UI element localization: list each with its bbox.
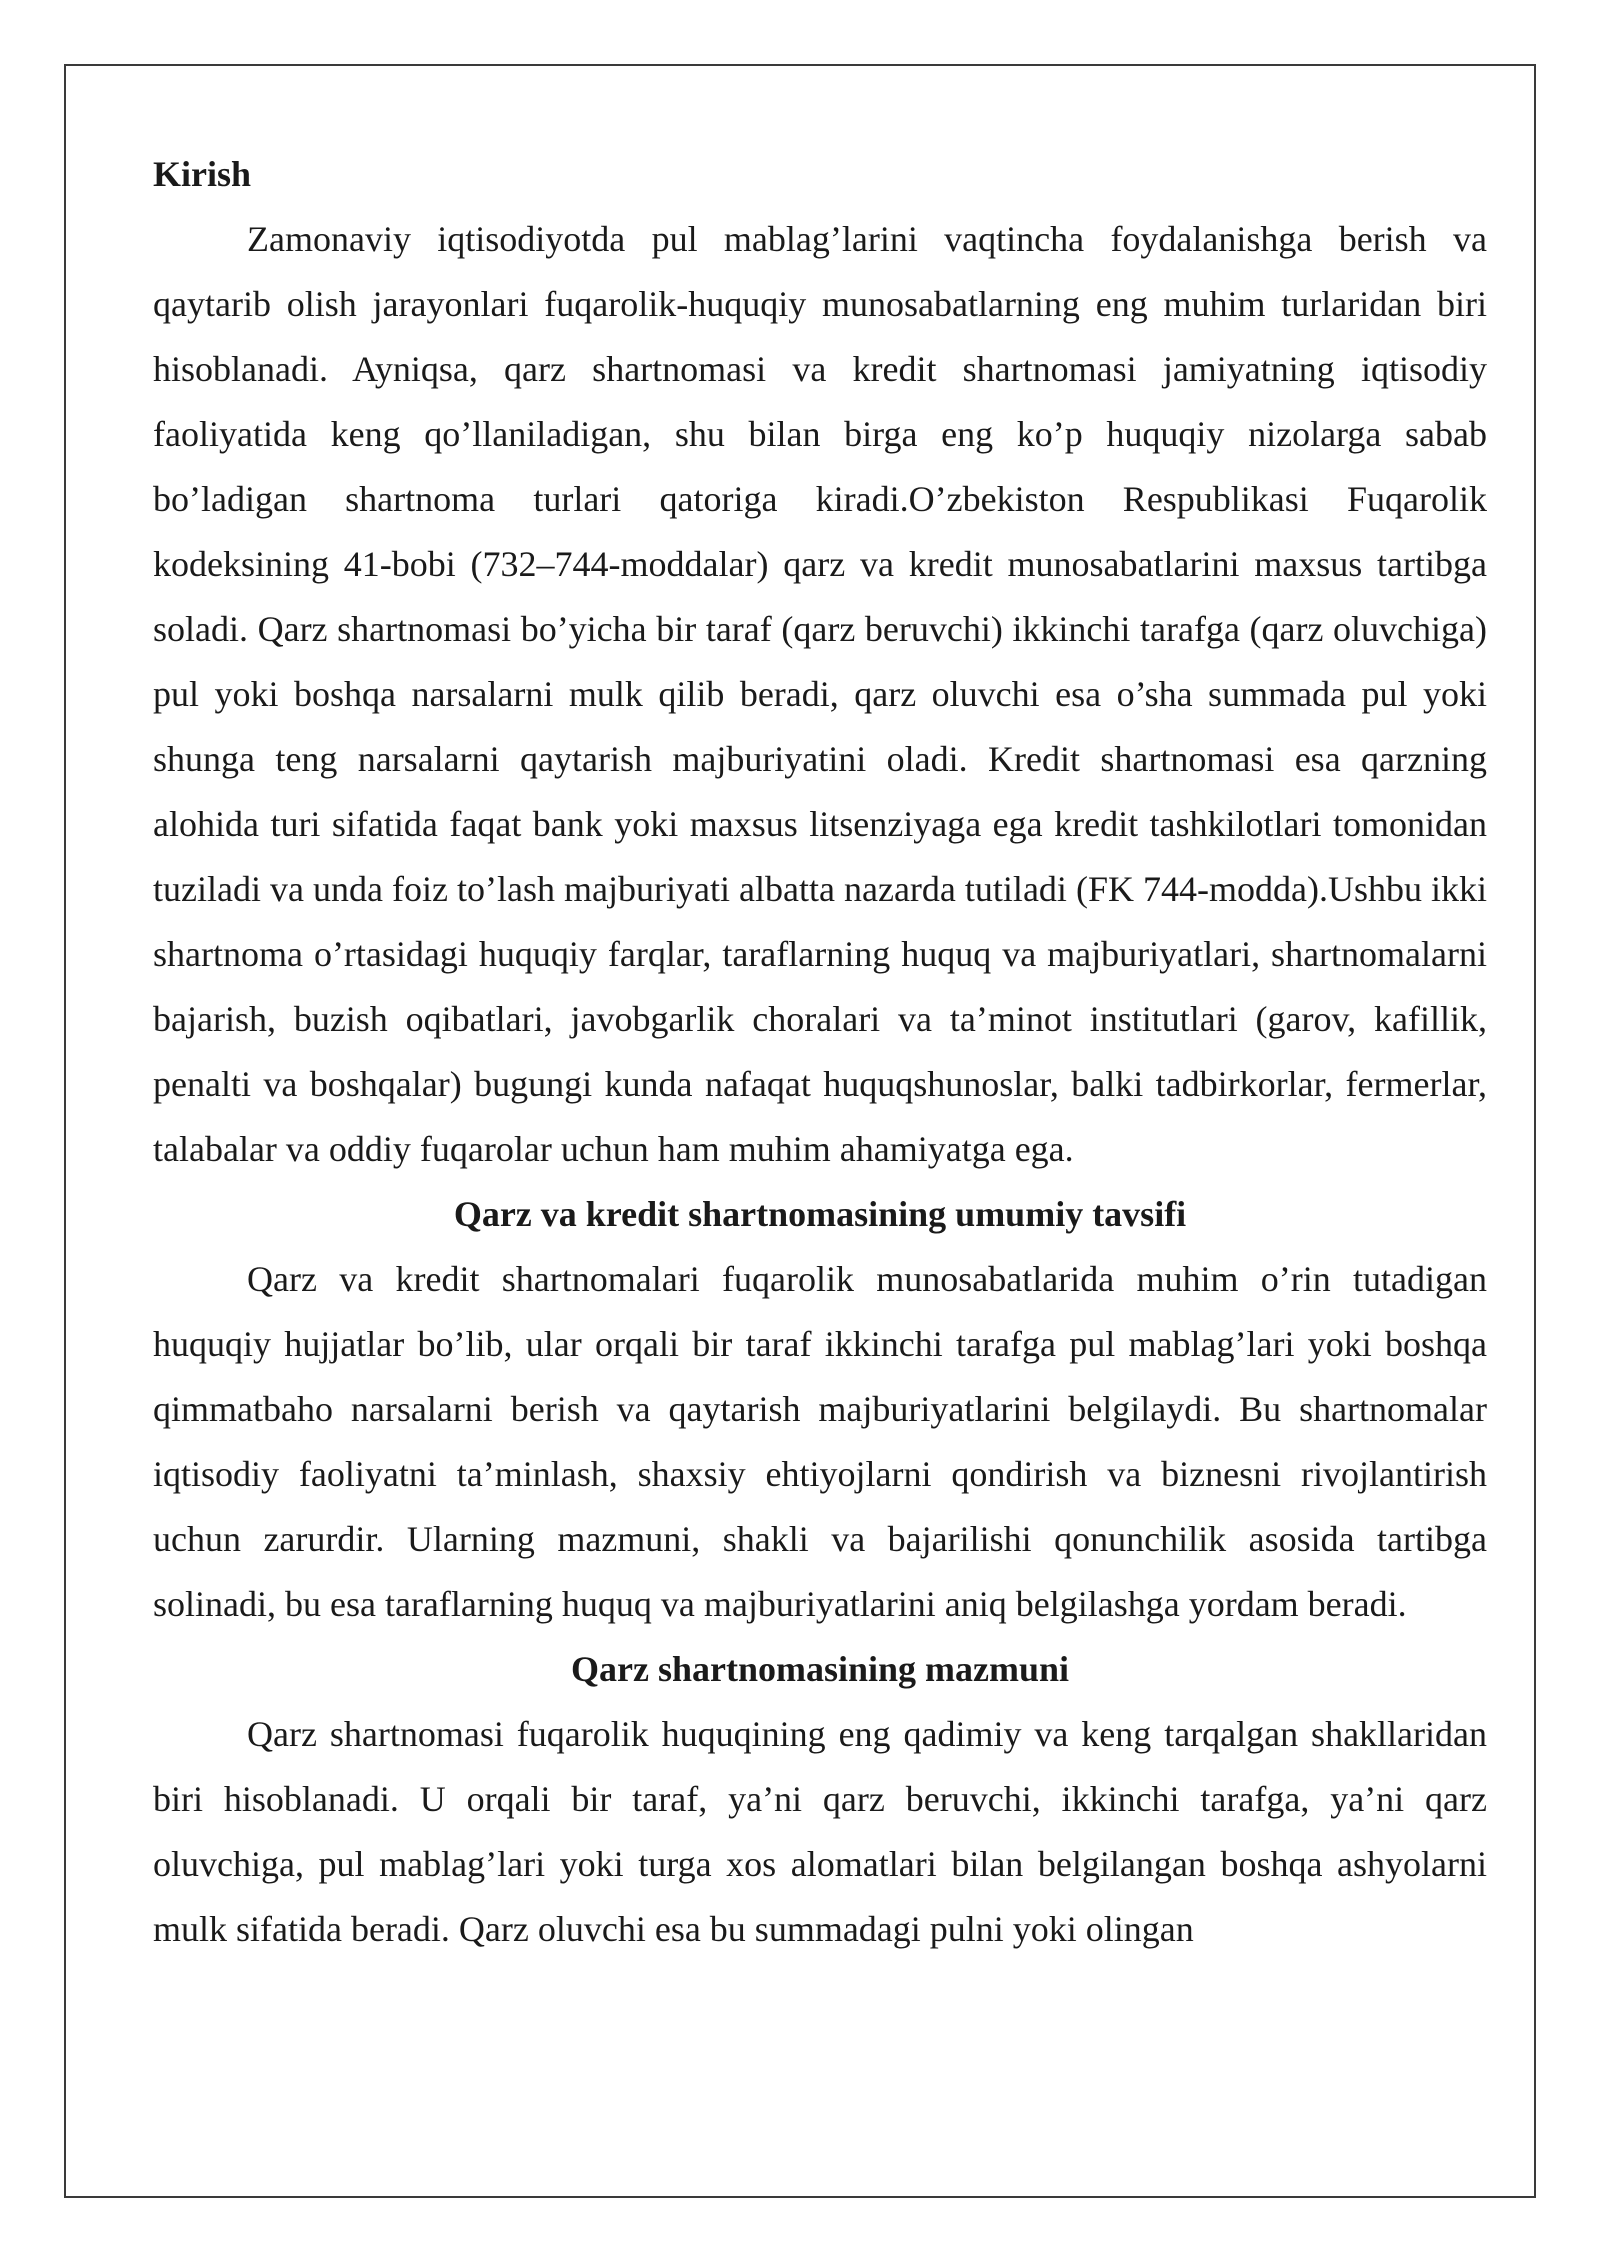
document-body	[153, 142, 1487, 1962]
section-heading-content: Qarz shartnomasining mazmuni	[570, 1649, 1070, 1689]
section-paragraph-content: Qarz shartnomasi fuqarolik huquqining eng qadimiy va keng tarqalgan shakllaridan biri hisoblanadi. U orqali bir taraf, ya’ni qarz beruvchi, ikkinchi tarafga, ya’ni qarz oluvchiga, pul mablag’lari yoki turga xos alomatlari bilan belgilangan boshqa ashyolarni mulk sifatida beradi. Qarz oluvchi esa bu summadagi pulni yoki olingan	[153, 1714, 1487, 1949]
section-heading-general: Qarz va kredit shartnomasining umumiy tavsifi	[453, 1194, 1187, 1234]
intro-heading: Kirish	[153, 154, 252, 194]
intro-paragraph: Zamonaviy iqtisodiyotda pul mablag’larini vaqtincha foydalanishga berish va qaytarib olish jarayonlari fuqarolik-huquqiy munosabatlarning eng muhim turlaridan biri hisoblanadi. Ayniqsa, qarz shartnomasi va kredit shartnomasi jamiyatning iqtisodiy faoliyatida keng qo’llaniladigan, shu bilan birga eng ko’p huquqiy nizolarga sabab bo’ladigan shartnoma turlari qatoriga kiradi.O’zbekiston Respublikasi Fuqarolik kodeksining 41-bobi (732–744-moddalar) qarz va kredit munosabatlarini maxsus tartibga soladi. Qarz shartnomasi bo’yicha bir taraf (qarz beruvchi) ikkinchi tarafga (qarz oluvchiga) pul yoki boshqa narsalarni mulk qilib beradi, qarz oluvchi esa o’sha summada pul yoki shunga teng narsalarni qaytarish majburiyatini oladi. Kredit shartnomasi esa qarzning alohida turi sifatida faqat bank yoki maxsus litsenziyaga ega kredit tashkilotlari tomonidan tuziladi va unda foiz to’lash majburiyati albatta nazarda tutiladi (FK 744-modda).Ushbu ikki shartnoma o’rtasidagi huquqiy farqlar, taraflarning huquq va majburiyatlari, shartnomalarni bajarish, buzish oqibatlari, javobgarlik choralari va ta’minot institutlari (garov, kafillik, penalti va boshqalar) bugungi kunda nafaqat huquqshunoslar, balki tadbirkorlar, fermerlar, talabalar va oddiy fuqarolar uchun ham muhim ahamiyatga ega.	[153, 219, 1487, 1169]
section-paragraph-general: Qarz va kredit shartnomalari fuqarolik munosabatlarida muhim o’rin tutadigan huquqiy hujjatlar bo’lib, ular orqali bir taraf ikkinchi tarafga pul mablag’lari yoki boshqa qimmatbaho narsalarni berish va qaytarish majburiyatlarini belgilaydi. Bu shartnomalar iqtisodiy faoliyatni ta’minlash, shaxsiy ehtiyojlarni qondirish va biznesni rivojlantirish uchun zarurdir. Ularning mazmuni, shakli va bajarilishi qonunchilik asosida tartibga solinadi, bu esa taraflarning huquq va majburiyatlarini aniq belgilashga yordam beradi.	[153, 1259, 1487, 1624]
